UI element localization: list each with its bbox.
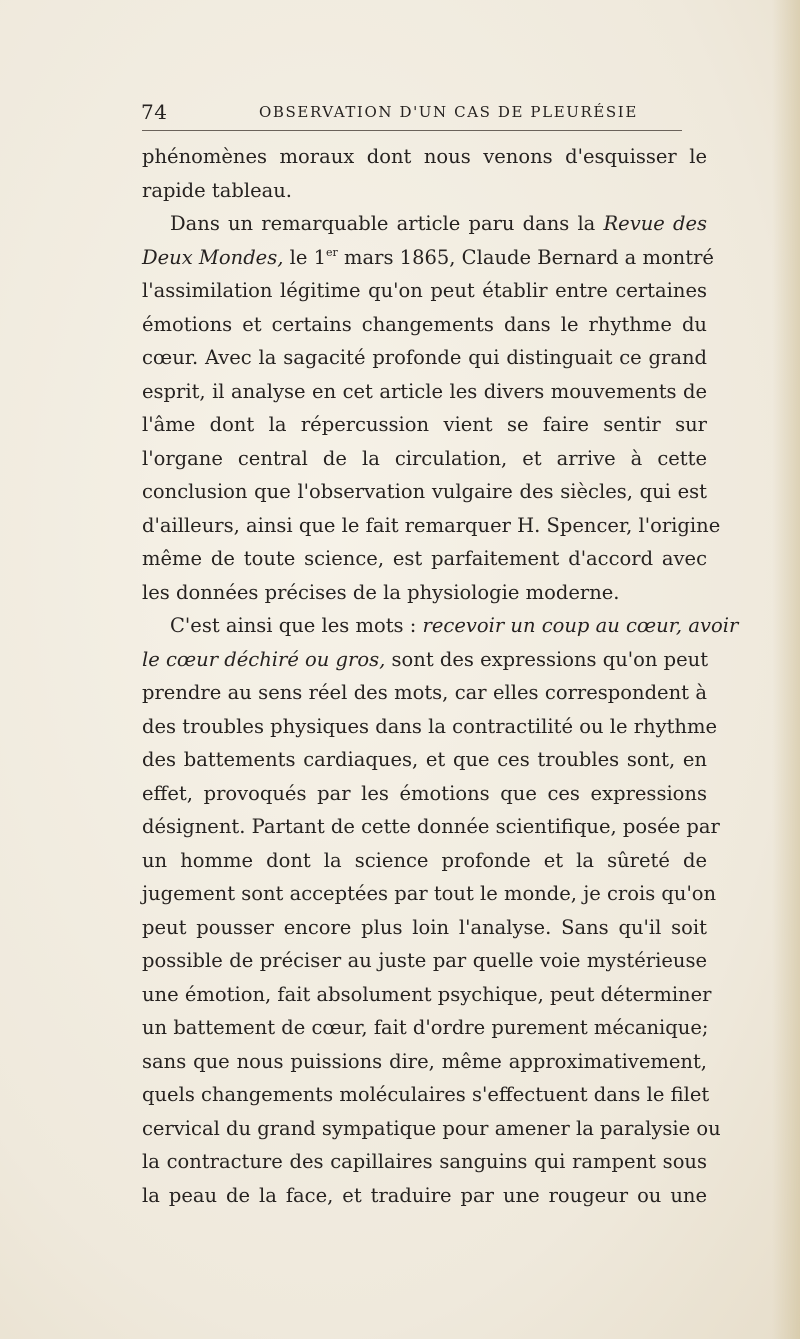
- journal-title: Revue des: [603, 212, 707, 235]
- text-line: quels changements moléculaires s'effectuent dans le filet: [142, 1083, 710, 1106]
- text-line: l'assimilation légitime qu'on peut établir entre certaines: [142, 279, 707, 302]
- text-line: désignent. Partant de cette donnée scientifique, posée par: [142, 815, 720, 838]
- text-line: des troubles physiques dans la contractilité ou le rhythme: [142, 714, 718, 738]
- text-line: des battements cardiaques, et que ces troubles sont, en: [142, 748, 707, 771]
- text-line: effet, provoqués par les émotions que ces expressions: [142, 781, 707, 805]
- text-line: même de toute science, est parfaitement d'accord avec: [142, 547, 707, 570]
- text-line: cervical du grand sympatique pour amener la paralysie ou: [142, 1116, 721, 1140]
- text-line: cœur. Avec la sagacité profonde qui distinguait ce grand: [142, 346, 707, 369]
- text-line: phénomènes moraux dont nous venons d'esquisser le: [142, 145, 707, 168]
- text-line: l'organe central de la circulation, et arrive à cette: [142, 446, 707, 470]
- text-line: l'âme dont la répercussion vient se faire sentir sur: [142, 413, 707, 436]
- text-line: sans que nous puissions dire, même approximativement,: [142, 1049, 707, 1073]
- text-line: les données précises de la physiologie moderne.: [142, 580, 620, 604]
- text-line: la peau de la face, et traduire par une rougeur ou une: [142, 1183, 707, 1207]
- text-line: Deux Mondes, le 1er mars 1865, Claude Bernard a montré: [142, 245, 714, 269]
- text-line: peut pousser encore plus loin l'analyse. Sans qu'il soit: [142, 915, 707, 939]
- page-edge-shading: [772, 0, 800, 1339]
- running-title: OBSERVATION D'UN CAS DE PLEURÉSIE: [259, 103, 638, 121]
- text-line: d'ailleurs, ainsi que le fait remarquer H. Spencer, l'origine: [142, 513, 721, 537]
- text-line: jugement sont acceptées par tout le monde, je crois qu'on: [142, 882, 717, 905]
- header-rule: [142, 130, 682, 131]
- text-line: un battement de cœur, fait d'ordre purement mécanique;: [142, 1016, 709, 1039]
- text-line: un homme dont la science profonde et la sûreté de: [142, 848, 707, 872]
- italic-phrase: le cœur déchiré ou gros,: [142, 647, 386, 671]
- text-line: rapide tableau.: [142, 178, 292, 202]
- text-line: le cœur déchiré ou gros, sont des expressions qu'on peut: [142, 647, 709, 671]
- text-line: Dans un remarquable article paru dans la Revue des: [170, 212, 707, 235]
- body-text: [142, 140, 739, 1212]
- text-line: conclusion que l'observation vulgaire des siècles, qui est: [142, 480, 707, 503]
- text-line: C'est ainsi que les mots : recevoir un coup au cœur, avoir: [170, 614, 739, 637]
- text-line: possible de préciser au juste par quelle voie mystérieuse: [142, 949, 707, 972]
- text-line: une émotion, fait absolument psychique, peut déterminer: [142, 982, 712, 1006]
- page-number: 74: [141, 100, 168, 124]
- text-line: la contracture des capillaires sanguins qui rampent sous: [142, 1150, 707, 1173]
- text-line: prendre au sens réel des mots, car elles correspondent à: [142, 681, 707, 704]
- text-line: esprit, il analyse en cet article les divers mouvements de: [142, 379, 707, 403]
- journal-title: Deux Mondes,: [142, 245, 284, 269]
- page-header: [141, 100, 711, 130]
- text-line: émotions et certains changements dans le rhythme du: [142, 312, 707, 336]
- italic-phrase: recevoir un coup au cœur, avoir: [422, 614, 739, 637]
